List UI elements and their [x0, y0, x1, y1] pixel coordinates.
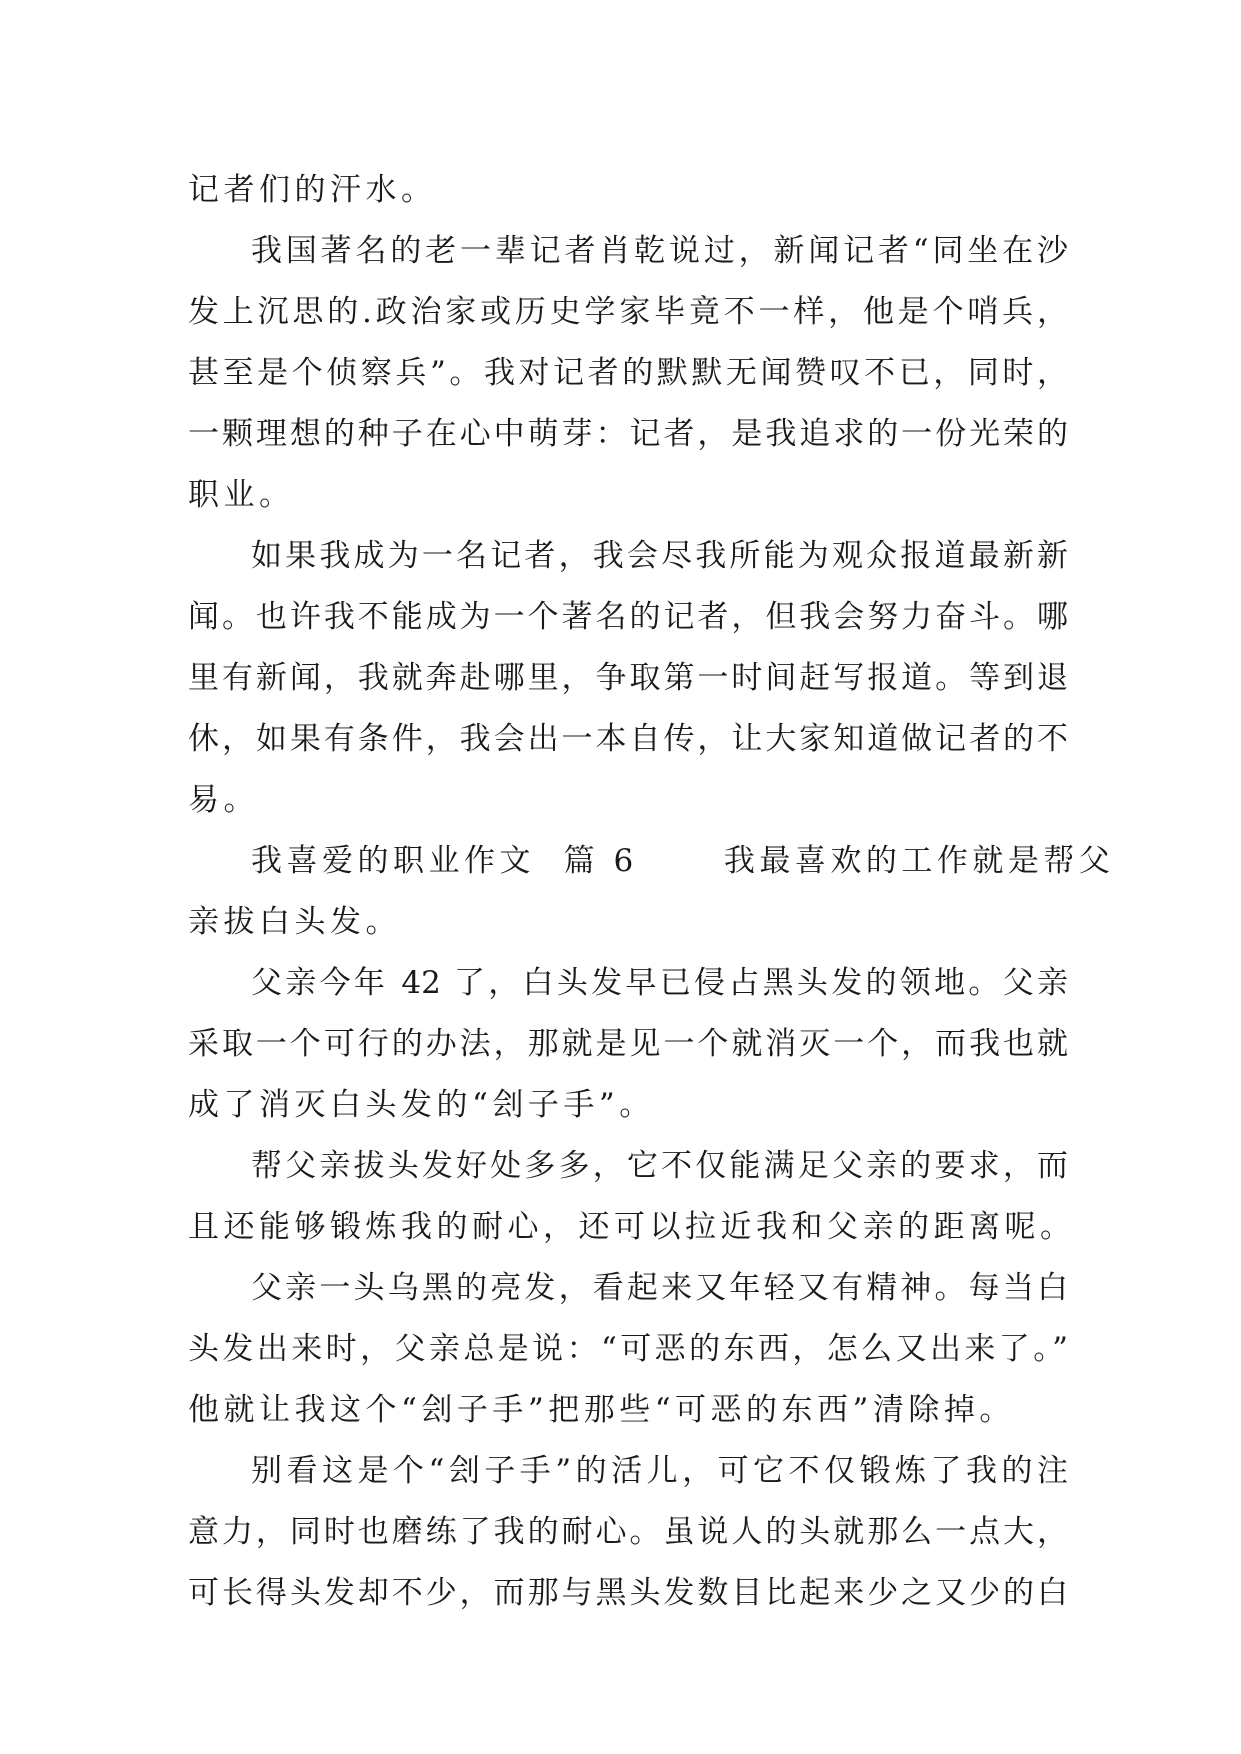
- text-line: 记者们的汗水。: [188, 172, 437, 208]
- text-line: 父亲一头乌黑的亮发，看起来又年轻又有精神。每当白: [251, 1270, 1068, 1306]
- section-heading-line: 我喜爱的职业作文 篇 6 我最喜欢的工作就是帮父: [251, 843, 1115, 879]
- text-line: 成了消灭白头发的“刽子手”。: [188, 1087, 655, 1123]
- text-line: 我国著名的老一辈记者肖乾说过，新闻记者“同坐在沙: [251, 233, 1068, 269]
- text-line: 意力，同时也磨练了我的耐心。虽说人的头就那么一点大，: [188, 1514, 1068, 1550]
- text-line: 且还能够锻炼我的耐心，还可以拉近我和父亲的距离呢。: [188, 1209, 1076, 1245]
- text-line: 亲拔白头发。: [188, 904, 401, 940]
- text-line: 如果我成为一名记者，我会尽我所能为观众报道最新新: [251, 538, 1068, 574]
- text-line: 职业。: [188, 477, 295, 513]
- text-line: 里有新闻，我就奔赴哪里，争取第一时间赶写报道。等到退: [188, 660, 1068, 696]
- text-line: 父亲今年 42 了，白头发早已侵占黑头发的领地。父亲: [251, 965, 1068, 1001]
- text-line: 可长得头发却不少，而那与黑头发数目比起来少之又少的白: [188, 1575, 1068, 1611]
- text-line: 休，如果有条件，我会出一本自传，让大家知道做记者的不: [188, 721, 1068, 757]
- text-line: 帮父亲拔头发好处多多，它不仅能满足父亲的要求，而: [251, 1148, 1068, 1184]
- text-line: 易。: [188, 782, 259, 818]
- text-line: 发上沉思的.政治家或历史学家毕竟不一样，他是个哨兵，: [188, 294, 1068, 330]
- text-line: 别看这是个“刽子手”的活儿，可它不仅锻炼了我的注: [251, 1453, 1068, 1489]
- text-line: 闻。也许我不能成为一个著名的记者，但我会努力奋斗。哪: [188, 599, 1068, 635]
- text-line: 一颗理想的种子在心中萌芽：记者，是我追求的一份光荣的: [188, 416, 1068, 452]
- text-line: 甚至是个侦察兵”。我对记者的默默无闻赞叹不已，同时，: [188, 355, 1068, 391]
- text-line: 他就让我这个“刽子手”把那些“可恶的东西”清除掉。: [188, 1392, 1015, 1428]
- document-body: [188, 160, 1115, 1624]
- text-line: 头发出来时，父亲总是说：“可恶的东西，怎么又出来了。”: [188, 1331, 1068, 1367]
- text-line: 采取一个可行的办法，那就是见一个就消灭一个，而我也就: [188, 1026, 1068, 1062]
